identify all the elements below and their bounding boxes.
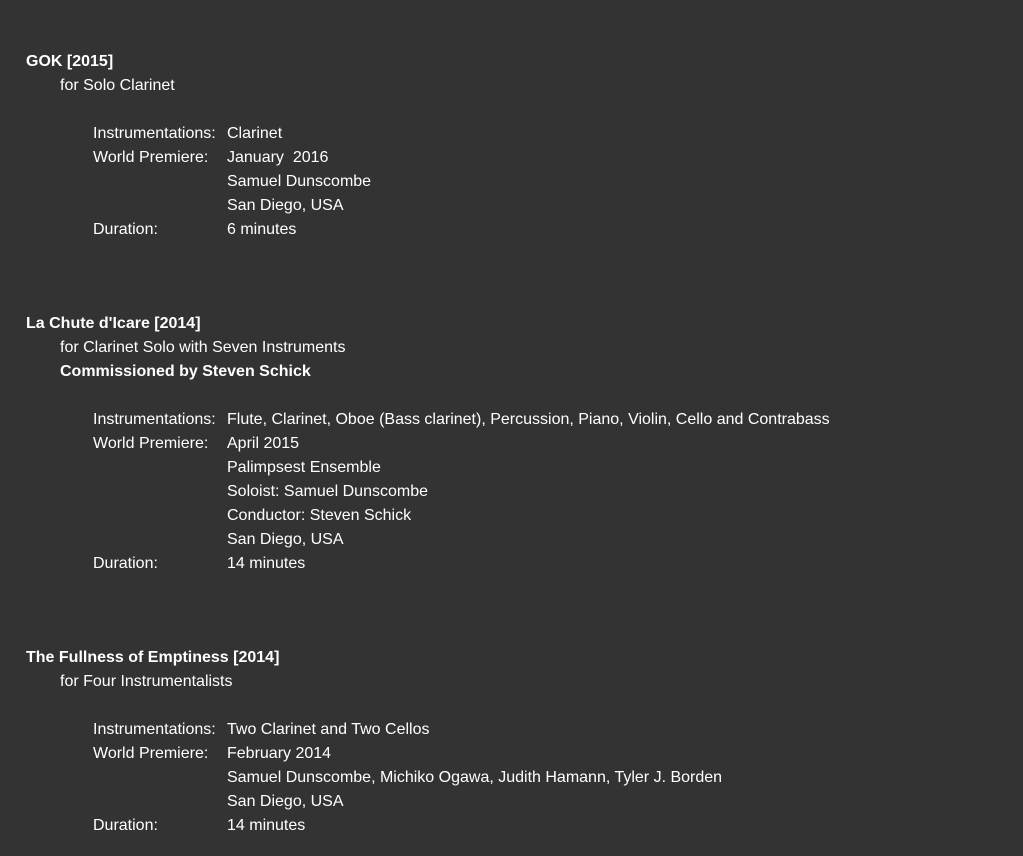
detail-value: Clarinet — [227, 125, 283, 142]
work-details — [26, 408, 1016, 576]
detail-value: Flute, Clarinet, Oboe (Bass clarinet), Percussion, Piano, Violin, Cello and Contrabass — [227, 411, 830, 428]
work-details — [26, 122, 1016, 242]
detail-label: World Premiere: — [93, 435, 209, 452]
detail-row-duration — [93, 814, 1016, 838]
detail-value: 14 minutes — [227, 817, 306, 834]
detail-value: Palimpsest Ensemble — [227, 459, 381, 476]
detail-label: Duration: — [93, 555, 158, 572]
work-entry-gok — [26, 50, 1016, 242]
detail-values — [227, 218, 296, 242]
detail-value: San Diego, USA — [227, 197, 344, 214]
detail-value: Conductor: Steven Schick — [227, 507, 412, 524]
detail-row-instrumentations — [93, 122, 1016, 146]
detail-values — [227, 408, 830, 432]
detail-row-instrumentations — [93, 408, 1016, 432]
detail-label: Instrumentations: — [93, 721, 216, 738]
detail-label: World Premiere: — [93, 149, 209, 166]
detail-label: Instrumentations: — [93, 411, 216, 428]
detail-values — [227, 146, 371, 218]
detail-label: Duration: — [93, 817, 158, 834]
work-details — [26, 718, 1016, 838]
detail-value: February 2014 — [227, 745, 332, 762]
detail-label: Duration: — [93, 221, 158, 238]
work-subtitle: for Clarinet Solo with Seven Instruments — [60, 339, 346, 356]
detail-value: Two Clarinet and Two Cellos — [227, 721, 430, 738]
detail-values — [227, 122, 282, 146]
detail-row-instrumentations — [93, 718, 1016, 742]
detail-values — [227, 552, 305, 576]
detail-label: World Premiere: — [93, 745, 209, 762]
detail-value: Soloist: Samuel Dunscombe — [227, 483, 428, 500]
work-subtitle: for Solo Clarinet — [60, 77, 175, 94]
work-title: La Chute d'Icare [2014] — [26, 315, 201, 332]
detail-value: Samuel Dunscombe, Michiko Ogawa, Judith Hamann, Tyler J. Borden — [227, 769, 723, 786]
detail-row-duration — [93, 218, 1016, 242]
detail-label: Instrumentations: — [93, 125, 216, 142]
detail-values — [227, 814, 305, 838]
work-subtitle: for Four Instrumentalists — [60, 673, 233, 690]
detail-value: 6 minutes — [227, 221, 297, 238]
work-title: The Fullness of Emptiness [2014] — [26, 649, 280, 666]
work-title: GOK [2015] — [26, 53, 114, 70]
detail-value: Samuel Dunscombe — [227, 173, 372, 190]
detail-row-world-premiere — [93, 432, 1016, 552]
detail-values — [227, 742, 722, 814]
detail-value: San Diego, USA — [227, 793, 344, 810]
work-entry-fullness-of-emptiness — [26, 646, 1016, 838]
detail-row-duration — [93, 552, 1016, 576]
detail-value: April 2015 — [227, 435, 300, 452]
work-entry-la-chute-dicare — [26, 312, 1016, 576]
detail-values — [227, 718, 429, 742]
work-commission: Commissioned by Steven Schick — [60, 363, 311, 380]
detail-value: San Diego, USA — [227, 531, 344, 548]
detail-values — [227, 432, 428, 552]
detail-row-world-premiere — [93, 146, 1016, 218]
detail-row-world-premiere — [93, 742, 1016, 814]
detail-value: January 2016 — [227, 149, 329, 166]
detail-value: 14 minutes — [227, 555, 306, 572]
